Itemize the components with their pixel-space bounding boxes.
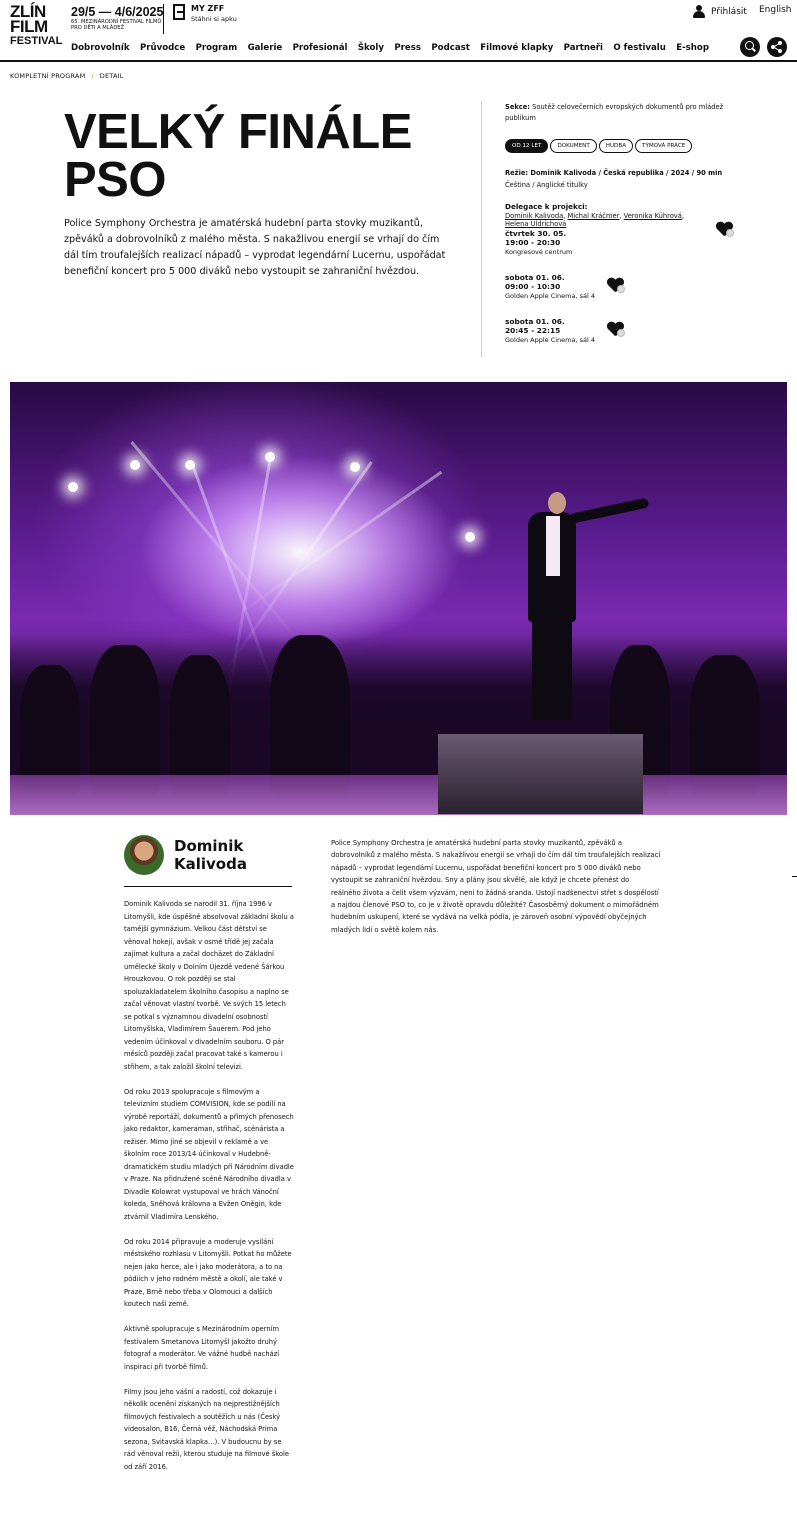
director-profile <box>124 835 247 875</box>
delegate-link[interactable]: Helena Uldrichová <box>505 220 567 228</box>
director-name: Dominik Kalivoda <box>174 837 247 873</box>
nav-item-partneri[interactable]: Partneři <box>563 43 603 53</box>
festival-dates: 29/5 — 4/6/2025 65. MEZINÁRODNÍ FESTIVAL FILMŮ PRO DĚTI A MLÁDEŽ <box>71 5 164 31</box>
nav-item-eshop[interactable]: E-shop <box>676 43 709 53</box>
nav-item-filmove-klapky[interactable]: Filmové klapky <box>480 43 554 53</box>
login-link[interactable]: Přihlásit <box>693 5 747 18</box>
nav-item-galerie[interactable]: Galerie <box>247 43 283 53</box>
breadcrumb: KOMPLETNÍ PROGRAM / DETAIL <box>10 72 124 80</box>
author-divider <box>124 886 292 887</box>
nav-item-profesional[interactable]: Profesionál <box>292 43 348 53</box>
nav-item-press[interactable]: Press <box>394 43 421 53</box>
nav-item-podcast[interactable]: Podcast <box>431 43 470 53</box>
film-synopsis: Police Symphony Orchestra je amatérská hudební parta stovky muzikantů, zpěváků a dobrovolníků z malého města. S nakažlivou energií se vrhají do čím dál tím troufalejších realizací nápadů – vyprodat legendární Lucernu, uspořádat benefiční koncert pro 5 000 diváků nebo vystoupit se zahraniční hvězdou. Sny a plány jsou skvělé, ale když je chcete přenést do reálného života a čelit všem výzvám, není to žádná sranda. Ustojí nadšenectví střet s dospělostí a najdou členové PSO to, co je v životě opravdu důležité? Časosběrný dokument o mimořádném hudebním uskupení, které se vydává na velká pódia, je zároveň osobní výpovědí obyčejných mladých lidí o světě kolem nás. <box>331 839 661 934</box>
user-icon <box>693 5 705 18</box>
screening-item: čtvrtek 30. 05. 19:00 - 20:30 Kongresové centrum <box>505 229 573 256</box>
favorite-heart-icon[interactable] <box>716 222 733 237</box>
nav-item-pruvodce[interactable]: Průvodce <box>139 43 186 53</box>
director-bio: Dominik Kalivoda se narodil 31. října 1996 v Litomyšli, kde úspěšně absolvoval základní školu a tamější gymnázium. Velkou část dětství se věnoval hokeji, avšak v osmé třídě jej začala zajímat kultura a začal docházet do Základní umělecké školy v Dolním Újezdě vedené Šárkou Hrouzkovou. O rok později se stal spoluzakladatelem školního časopisu a naplno se začal věnovat vlastní tvorbě. Ve svých 15 letech se potkal s významnou divadelní osobností Litomyšlska, Vladimírem Šauerem. Pod jeho vedením účinkoval v divadelním souboru. O pár měsíců později začal pracovat také s kamerou i střihem, a tak založil školní televizi. Od roku 2013 spolupracuje s filmovým a televizním studiem COMVISION, kde se podílí na výrobě reportáží, dokumentů a přímých přenosech jako redaktor, kameraman, střihač, scénárista a režisér. Mimo jiné se objevil v reklamě a ve školním roce 2013/14 účinkoval v Hudebně-dramatickém studiu mladých při Národním divadle v Praze. Na přidružené scéně Národního divadla v Divadle Kolowrat vystupoval ve hrách Vánoční koleda, Sněhová královna a Evžen Oněgin, kde ztvárnil Vladimíra Lenského. Od roku 2014 připravuje a moderuje vysílání městského rozhlasu v Litomyšli. Potkat ho můžete nejen jako herce, ale i jako moderátora, a to na pódiích v jeho rodném městě a okolí, ale také v Praze, Brně nebo třeba v Olomouci a dalších koutech naší země. Aktivně spolupracuje s Mezinárodním operním festivalem Smetanova Litomyšl jakožto druhý fotograf a moderátor. Ve vážné hudbě nachází inspiraci při tvorbě filmů. Filmy jsou jeho vášní a radostí, což dokazuje i několik ocenění získaných na nejprestižnějších filmových festivalech a soutěžích u nás (Český videosalon, B16, Černá věž, Náchodská Prima sezona, Svitavská klapka…). V budoucnu by se rád věnoval režii, kterou studuje na filmové škole od září 2016. <box>124 900 294 1471</box>
plus-icon <box>617 285 625 293</box>
nav-item-skoly[interactable]: Školy <box>357 43 384 53</box>
avatar <box>124 835 164 875</box>
edge-mark <box>792 876 797 877</box>
film-credits: Režie: Dominik Kalivoda / Česká republika / 2024 / 90 min Čeština / Anglické titulky <box>505 169 723 189</box>
main-nav <box>71 43 719 53</box>
app-door-icon <box>173 4 185 20</box>
search-icon[interactable] <box>740 37 760 57</box>
film-title: VELKÝ FINÁLE PSO <box>64 105 412 207</box>
favorite-heart-icon[interactable] <box>607 278 624 293</box>
header-divider <box>163 4 164 34</box>
screening-item: sobota 01. 06. 09:00 - 10:30 Golden Apple Cinema, sál 4 <box>505 273 595 300</box>
nav-item-o-festivalu[interactable]: O festivalu <box>613 43 666 53</box>
my-zff-app-link[interactable]: MY ZFF Stáhni si apku <box>173 4 237 23</box>
plus-icon <box>726 229 734 237</box>
film-section: Sekce: Soutěž celovečerních evropských dokumentů pro mládež publikum <box>505 103 724 122</box>
screening-item: sobota 01. 06. 20:45 - 22:15 Golden Apple Cinema, sál 4 <box>505 317 595 344</box>
film-still-image <box>10 382 787 815</box>
nav-item-program[interactable]: Program <box>195 43 238 53</box>
film-tags <box>505 139 692 153</box>
tag-genre[interactable]: DOKUMENT <box>550 139 596 153</box>
site-header <box>0 0 797 62</box>
delegate-link[interactable]: Michal Kráčmer <box>567 211 620 220</box>
breadcrumb-detail: DETAIL <box>99 72 124 80</box>
language-switch[interactable]: English <box>759 5 792 15</box>
share-icon[interactable] <box>767 37 787 57</box>
favorite-heart-icon[interactable] <box>607 322 624 337</box>
tag-age[interactable]: OD 12 LET <box>505 139 548 153</box>
info-divider <box>481 101 482 357</box>
breadcrumb-program[interactable]: KOMPLETNÍ PROGRAM <box>10 72 86 80</box>
nav-item-dobrovolnik[interactable]: Dobrovolník <box>71 43 130 53</box>
film-lead: Police Symphony Orchestra je amatérská hudební parta stovky muzikantů, zpěváků a dobrovolníků z malého města. S nakažlivou energií se vrhají do čím dál tím troufalejších realizací nápadů – vyprodat legendární Lucernu, uspořádat benefiční koncert pro 5 000 diváků nebo vystoupit se zahraniční hvězdou. <box>64 218 446 277</box>
delegate-link[interactable]: Dominik Kalivoda <box>505 211 564 220</box>
delegate-link[interactable]: Veronika Kührová <box>623 211 682 220</box>
tag-music[interactable]: HUDBA <box>599 139 633 153</box>
delegation: Delegace k projekci: Dominik Kalivoda, Michal Kráčmer, Veronika Kührová, Helena Uldrichová <box>505 202 684 228</box>
plus-icon <box>617 329 625 337</box>
tag-teamwork[interactable]: TÝMOVÁ PRÁCE <box>635 139 692 153</box>
festival-logo[interactable]: ZLÍN FILM FESTIVAL <box>10 2 63 47</box>
